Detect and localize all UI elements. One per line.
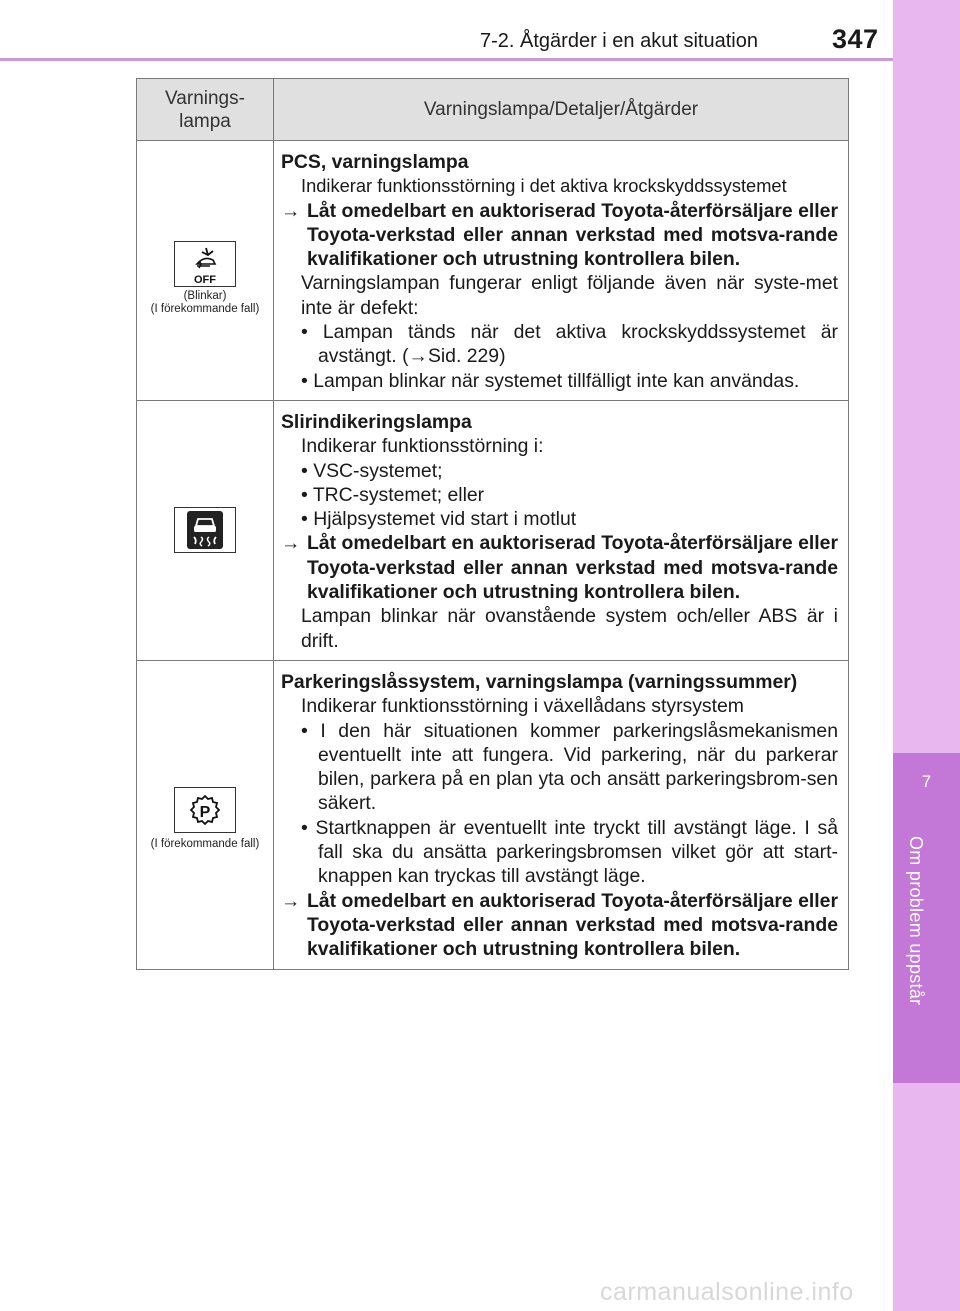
lamp-cell xyxy=(137,660,274,969)
lamp-details xyxy=(274,400,849,660)
chapter-side-tab xyxy=(893,0,960,1311)
chapter-number: 7 xyxy=(921,772,932,791)
svg-text:P: P xyxy=(199,803,211,821)
list-item: • VSC-systemet; xyxy=(301,459,443,482)
header-rule xyxy=(0,58,893,61)
header-lamp: Varnings- lampa xyxy=(137,79,274,141)
lamp-caption-if-equipped: (I förekommande fall) xyxy=(150,837,260,850)
list-item: • TRC-systemet; eller xyxy=(301,483,485,506)
action-text: → Låt omedelbart en auktoriserad Toyota-återförsäljare eller Toyota-verkstad eller annan verkstad med motsva-rande kvalifikationer och utrustning kontrollera bilen. xyxy=(281,889,838,961)
lamp-cell xyxy=(137,400,274,660)
page-number: 347 xyxy=(832,24,879,54)
entry-description: Indikerar funktionsstörning i växellådans styrsystem xyxy=(301,695,744,718)
chapter-marker xyxy=(893,753,960,1083)
slip-indicator-icon xyxy=(174,507,236,553)
action-text: → Låt omedelbart en auktoriserad Toyota-återförsäljare eller Toyota-verkstad eller annan verkstad med motsva-rande kvalifikationer och utrustning kontrollera bilen. xyxy=(281,199,838,271)
entry-description: Indikerar funktionsstörning i: xyxy=(301,435,544,458)
table-row xyxy=(137,400,849,660)
parking-lock-warning-icon xyxy=(174,787,236,833)
entry-title: PCS, varningslampa xyxy=(281,151,469,173)
entry-title: Slirindikeringslampa xyxy=(281,410,472,433)
table-row xyxy=(137,660,849,969)
pcs-off-warning-icon xyxy=(174,241,236,287)
entry-note: Lampan blinkar när ovanstående system och/eller ABS är i drift. xyxy=(301,605,838,652)
table-header-row xyxy=(137,79,849,141)
action-text: → Låt omedelbart en auktoriserad Toyota-återförsäljare eller Toyota-verkstad eller annan verkstad med motsva-rande kvalifikationer och utrustning kontrollera bilen. xyxy=(281,532,838,604)
list-item: • Hjälpsystemet vid start i motlut xyxy=(301,508,577,531)
arrow-icon: → xyxy=(281,889,301,912)
lamp-details xyxy=(274,141,849,401)
list-item: • Lampan tänds när det aktiva krockskyddssystemet är avstängt. (→Sid. 229) xyxy=(301,321,838,368)
lamp-cell xyxy=(137,141,274,401)
chapter-title: Om problem uppstår xyxy=(906,836,926,1006)
arrow-icon: → xyxy=(281,532,301,555)
table-row xyxy=(137,141,849,401)
svg-text:OFF: OFF xyxy=(194,273,216,286)
lamp-details xyxy=(274,660,849,969)
lamp-caption-if-equipped: (I förekommande fall) xyxy=(150,302,260,315)
entry-description: Indikerar funktionsstörning i det aktiva krockskyddssystemet xyxy=(301,175,787,197)
header-details: Varningslampa/Detaljer/Åtgärder xyxy=(274,79,849,141)
entry-title: Parkeringslåssystem, varningslampa (varningssummer) xyxy=(281,670,798,693)
entry-note: Varningslampan fungerar enligt följande även när syste-met inte är defekt: xyxy=(301,272,838,319)
list-item: • I den här situationen kommer parkeringslåsmekanismen eventuellt inte att fungera. Vid parkering, när du parkerar bilen, parkera på en plan yta och ansätt parkeringsbrom-sen säkert. xyxy=(301,719,838,815)
warning-lamp-table xyxy=(136,78,849,970)
watermark: carmanualsonline.info xyxy=(600,1278,854,1306)
arrow-icon: → xyxy=(281,199,301,222)
list-item: • Lampan blinkar när systemet tillfälligt inte kan användas. xyxy=(301,369,800,392)
lamp-caption-blink: (Blinkar) xyxy=(183,289,227,302)
section-title: 7-2. Åtgärder i en akut situation xyxy=(480,30,758,52)
list-item: • Startknappen är eventuellt inte tryckt till avstängt läge. I så fall ska du ansätta parkeringsbromsen vilket gör att start-knappen kan tryckas till avstängt läge. xyxy=(301,816,838,888)
